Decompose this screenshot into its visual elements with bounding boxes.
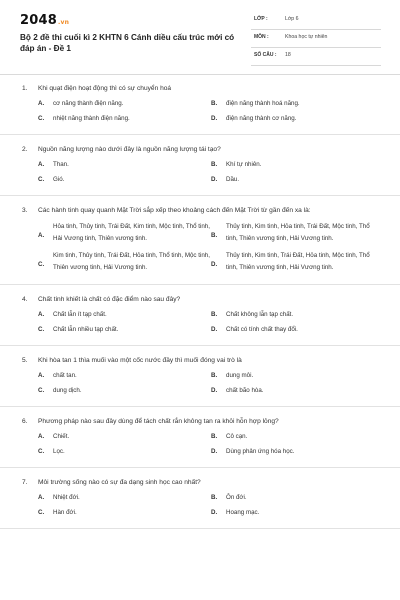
question-item bbox=[0, 74, 400, 135]
question-number: 3. bbox=[22, 207, 28, 214]
option-letter: C. bbox=[38, 326, 45, 333]
option-letter: B. bbox=[211, 433, 218, 440]
answer-option-a[interactable] bbox=[38, 221, 210, 244]
option-letter: B. bbox=[211, 100, 218, 107]
question-number: 1. bbox=[22, 85, 28, 92]
meta-key: SỐ CÂU : bbox=[254, 52, 277, 58]
question-item bbox=[0, 407, 400, 468]
option-text: dung dịch. bbox=[53, 387, 82, 394]
meta-value: Lớp 6 bbox=[285, 16, 299, 22]
option-letter: B. bbox=[211, 494, 218, 501]
logo-suffix: .vn bbox=[57, 19, 70, 26]
answer-option-c[interactable] bbox=[38, 114, 210, 123]
answer-option-a[interactable] bbox=[38, 310, 210, 319]
option-text: Than. bbox=[53, 161, 69, 168]
option-letter: D. bbox=[211, 261, 218, 268]
option-text: Ôn đới. bbox=[226, 494, 247, 501]
answer-option-d[interactable] bbox=[211, 175, 383, 184]
question-number: 6. bbox=[22, 418, 28, 425]
answer-option-a[interactable] bbox=[38, 160, 210, 169]
option-text: nhiệt năng thành điện năng. bbox=[53, 115, 130, 122]
option-text: Gió. bbox=[53, 176, 65, 183]
question-number: 4. bbox=[22, 296, 28, 303]
option-text: Kim tinh, Thủy tinh, Trái Đất, Hỏa tinh, Thổ tinh, Mộc tinh, Thiên vương tinh, Hải Vương tinh. bbox=[53, 252, 210, 271]
option-text: Chất có tính chất thay đổi. bbox=[226, 326, 298, 333]
answer-option-d[interactable] bbox=[211, 325, 383, 334]
answer-option-c[interactable] bbox=[38, 386, 210, 395]
option-letter: A. bbox=[38, 232, 45, 239]
question-text: Nguồn năng lượng nào dưới đây là nguồn năng lượng tái tạo? bbox=[38, 146, 221, 153]
option-letter: C. bbox=[38, 509, 45, 516]
answer-option-b[interactable] bbox=[211, 221, 383, 244]
answer-option-b[interactable] bbox=[211, 160, 383, 169]
exam-title: Bộ 2 đề thi cuối kì 2 KHTN 6 Cánh diều cấu trúc mới có đáp án - Đề 1 bbox=[20, 33, 235, 53]
answer-option-b[interactable] bbox=[211, 493, 383, 502]
answer-option-b[interactable] bbox=[211, 371, 383, 380]
option-text: chất bão hòa. bbox=[226, 387, 264, 394]
option-letter: A. bbox=[38, 372, 45, 379]
option-text: Lọc. bbox=[53, 448, 65, 455]
option-text: Hỏa tinh, Thủy tinh, Trái Đất, Kim tinh, Mộc tinh, Thổ tinh, Hải Vương tinh, Thiên vương tinh. bbox=[53, 223, 210, 242]
option-letter: D. bbox=[211, 115, 218, 122]
option-letter: D. bbox=[211, 448, 218, 455]
question-number: 7. bbox=[22, 479, 28, 486]
answer-option-b[interactable] bbox=[211, 99, 383, 108]
option-text: Nhiệt đới. bbox=[53, 494, 80, 501]
option-text: Chất không lẫn tạp chất. bbox=[226, 311, 294, 318]
option-text: Khí tự nhiên. bbox=[226, 161, 262, 168]
option-letter: D. bbox=[211, 509, 218, 516]
meta-value: Khoa học tự nhiên bbox=[285, 34, 328, 40]
option-text: cơ năng thành điện năng. bbox=[53, 100, 124, 107]
option-letter: D. bbox=[211, 326, 218, 333]
question-item bbox=[0, 468, 400, 529]
answer-option-d[interactable] bbox=[211, 250, 383, 273]
option-letter: C. bbox=[38, 115, 45, 122]
meta-row-subject bbox=[251, 30, 381, 48]
question-item bbox=[0, 196, 400, 285]
answer-option-a[interactable] bbox=[38, 493, 210, 502]
option-letter: B. bbox=[211, 311, 218, 318]
option-text: điện năng thành cơ năng. bbox=[226, 115, 297, 122]
answer-option-b[interactable] bbox=[211, 432, 383, 441]
site-logo[interactable] bbox=[20, 13, 69, 28]
answer-option-d[interactable] bbox=[211, 386, 383, 395]
option-letter: D. bbox=[211, 176, 218, 183]
option-letter: B. bbox=[211, 372, 218, 379]
option-text: Thủy tinh, Kim tinh, Trái Đất, Hỏa tinh, Mộc tinh, Thổ tinh, Thiên vương tinh, Hải Vương tinh. bbox=[226, 252, 370, 271]
question-number: 5. bbox=[22, 357, 28, 364]
option-letter: A. bbox=[38, 311, 45, 318]
option-text: Thủy tinh, Kim tinh, Hỏa tinh, Trái Đất, Mộc tinh, Thổ tinh, Thiên vương tinh, Hải Vương tinh. bbox=[226, 223, 370, 242]
answer-option-d[interactable] bbox=[211, 114, 383, 123]
question-text: Chất tinh khiết là chất có đặc điểm nào sau đây? bbox=[38, 296, 181, 303]
question-text: Khi hòa tan 1 thìa muối vào một cốc nước đầy thì muối đóng vai trò là bbox=[38, 357, 242, 364]
option-text: Hoang mạc. bbox=[226, 509, 260, 516]
question-item bbox=[0, 346, 400, 407]
answer-option-d[interactable] bbox=[211, 508, 383, 517]
answer-option-a[interactable] bbox=[38, 432, 210, 441]
question-text: Môi trường sống nào có sự đa dạng sinh học cao nhất? bbox=[38, 479, 201, 486]
option-letter: D. bbox=[211, 387, 218, 394]
option-letter: A. bbox=[38, 494, 45, 501]
option-text: Dùng phản ứng hóa học. bbox=[226, 448, 295, 455]
option-text: Hàn đới. bbox=[53, 509, 77, 516]
question-text: Phương pháp nào sau đây dùng để tách chất rắn không tan ra khỏi hỗn hợp lỏng? bbox=[38, 418, 279, 425]
option-letter: B. bbox=[211, 161, 218, 168]
option-letter: C. bbox=[38, 448, 45, 455]
question-list bbox=[0, 74, 400, 529]
answer-option-a[interactable] bbox=[38, 99, 210, 108]
option-text: điện năng thành hoá năng. bbox=[226, 100, 300, 107]
answer-option-c[interactable] bbox=[38, 508, 210, 517]
option-letter: C. bbox=[38, 261, 45, 268]
option-letter: C. bbox=[38, 387, 45, 394]
option-letter: A. bbox=[38, 161, 45, 168]
option-letter: B. bbox=[211, 232, 218, 239]
option-text: Cô cạn. bbox=[226, 433, 248, 440]
answer-option-c[interactable] bbox=[38, 175, 210, 184]
question-item bbox=[0, 135, 400, 196]
question-number: 2. bbox=[22, 146, 28, 153]
question-text: Khi quạt điện hoạt động thì có sự chuyển hoá bbox=[38, 85, 172, 92]
meta-value: 18 bbox=[285, 52, 291, 58]
option-text: Dầu. bbox=[226, 176, 240, 183]
meta-key: LỚP : bbox=[254, 16, 268, 22]
answer-option-d[interactable] bbox=[211, 447, 383, 456]
option-text: Chiết. bbox=[53, 433, 70, 440]
page-header bbox=[0, 0, 400, 70]
option-letter: A. bbox=[38, 100, 45, 107]
option-text: Chất lẫn nhiều tạp chất. bbox=[53, 326, 119, 333]
meta-row-class bbox=[251, 12, 381, 30]
meta-row-question-count bbox=[251, 48, 381, 66]
answer-option-b[interactable] bbox=[211, 310, 383, 319]
option-text: dung môi. bbox=[226, 372, 254, 379]
logo-text: 2048 bbox=[20, 13, 57, 28]
answer-option-c[interactable] bbox=[38, 325, 210, 334]
option-letter: C. bbox=[38, 176, 45, 183]
option-text: Chất lẫn ít tạp chất. bbox=[53, 311, 107, 318]
option-letter: A. bbox=[38, 433, 45, 440]
answer-option-c[interactable] bbox=[38, 250, 210, 273]
question-item bbox=[0, 285, 400, 346]
meta-key: MÔN : bbox=[254, 34, 269, 40]
exam-meta-table bbox=[251, 12, 381, 66]
question-text: Các hành tinh quay quanh Mặt Trời sắp xếp theo khoảng cách đến Mặt Trời từ gần đến xa là: bbox=[38, 207, 311, 214]
answer-option-c[interactable] bbox=[38, 447, 210, 456]
answer-option-a[interactable] bbox=[38, 371, 210, 380]
option-text: chất tan. bbox=[53, 372, 77, 379]
